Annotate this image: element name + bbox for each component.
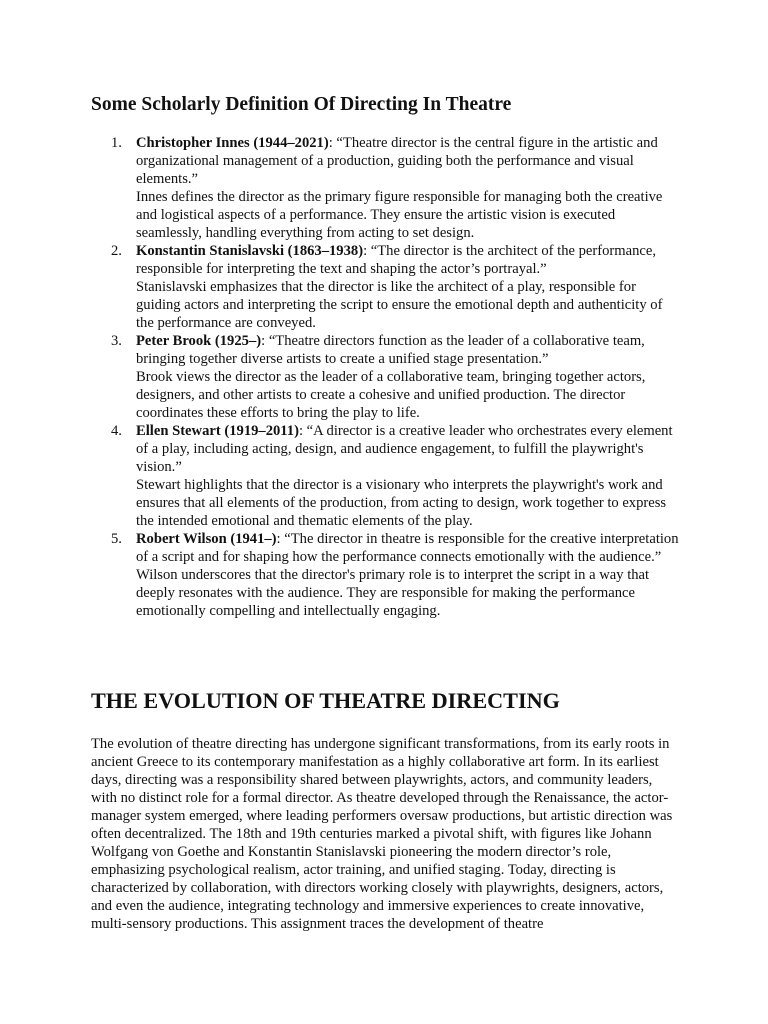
name-separator: :	[328, 135, 337, 151]
definition-explanation: Wilson underscores that the director's primary role is to interpret the script in a way that deeply resonates with the audience. They are responsible for making the performance emotionally compelling and intellectually engaging.	[136, 567, 650, 619]
definition-text	[136, 134, 679, 242]
main-heading: THE EVOLUTION OF THEATRE DIRECTING	[91, 688, 560, 713]
list-number: 4.	[111, 423, 122, 439]
definition-quote: “Theatre directors function as the leader of a collaborative team, bringing together diverse artists to create a unified stage presentation.”	[136, 333, 645, 367]
section-heading: Some Scholarly Definition Of Directing In Theatre	[91, 94, 512, 115]
list-number: 3.	[111, 333, 122, 349]
name-separator: :	[276, 531, 285, 547]
definition-quote: “The director is the architect of the performance, responsible for interpreting the text and shaping the actor’s portrayal.”	[136, 243, 657, 277]
list-number: 2.	[111, 243, 122, 259]
definition-item	[91, 332, 679, 422]
definition-item	[91, 530, 679, 620]
definition-text	[136, 530, 679, 620]
name-separator: :	[363, 243, 371, 259]
list-number: 1.	[111, 135, 122, 151]
definition-explanation: Brook views the director as the leader of a collaborative team, bringing together actors, designers, and other artists to create a cohesive and unified production. The director coordinates these efforts to bring the play to life.	[136, 369, 646, 421]
scholar-name: Ellen Stewart (1919–2011)	[136, 423, 299, 439]
definition-explanation: Stewart highlights that the director is a visionary who interprets the playwright's work and ensures that all elements of the production, from acting to design, work together to express the intended emotional and thematic elements of the play.	[136, 477, 667, 529]
body-paragraph: The evolution of theatre directing has undergone significant transformations, from its early roots in ancient Greece to its contemporary manifestation as a highly collaborative art form. In its earliest days, directing was a responsibility shared between playwrights, actors, and community leaders, with no distinct role for a formal director. As theatre developed through the Renaissance, the actor-manager system emerged, where leading performers oversaw productions, but artistic direction was often decentralized. The 18th and 19th centuries marked a pivotal shift, with figures like Johann Wolfgang von Goethe and Konstantin Stanislavski pioneering the modern director’s role, emphasizing psychological realism, actor training, and unified staging. Today, directing is characterized by collaboration, with directors working closely with playwrights, designers, actors, and even the audience, integrating technology and immersive experiences to create innovative, multi-sensory productions. This assignment traces the development of theatre	[91, 736, 673, 932]
definition-text	[136, 242, 679, 332]
definitions-list	[91, 134, 679, 620]
definition-text	[136, 422, 679, 530]
definition-explanation: Innes defines the director as the primary figure responsible for managing both the creative and logistical aspects of a performance. They ensure the artistic vision is executed seamlessly, handling everything from acting to set design.	[136, 189, 663, 241]
definition-item	[91, 242, 679, 332]
name-separator: :	[261, 333, 269, 349]
scholar-name: Christopher Innes (1944–2021)	[136, 135, 329, 151]
scholar-name: Peter Brook (1925–)	[136, 333, 262, 349]
definition-quote: “A director is a creative leader who orchestrates every element of a play, including acting, design, and audience engagement, to fulfill the playwright's vision.”	[136, 423, 673, 475]
scholar-name: Robert Wilson (1941–)	[136, 531, 277, 547]
definition-quote: “Theatre director is the central figure in the artistic and organizational management of a production, guiding both the performance and visual elements.”	[136, 135, 658, 187]
name-separator: :	[298, 423, 307, 439]
definition-item	[91, 134, 679, 242]
definition-quote: “The director in theatre is responsible for the creative interpretation of a script and for shaping how the performance connects emotionally with the audience.”	[136, 531, 679, 565]
definition-text	[136, 332, 679, 422]
definition-explanation: Stanislavski emphasizes that the director is like the architect of a play, responsible for guiding actors and interpreting the script to ensure the emotional depth and authenticity of the performance are conveyed.	[136, 279, 663, 331]
list-number: 5.	[111, 531, 122, 547]
scholar-name: Konstantin Stanislavski (1863–1938)	[136, 243, 364, 259]
definition-item	[91, 422, 679, 530]
